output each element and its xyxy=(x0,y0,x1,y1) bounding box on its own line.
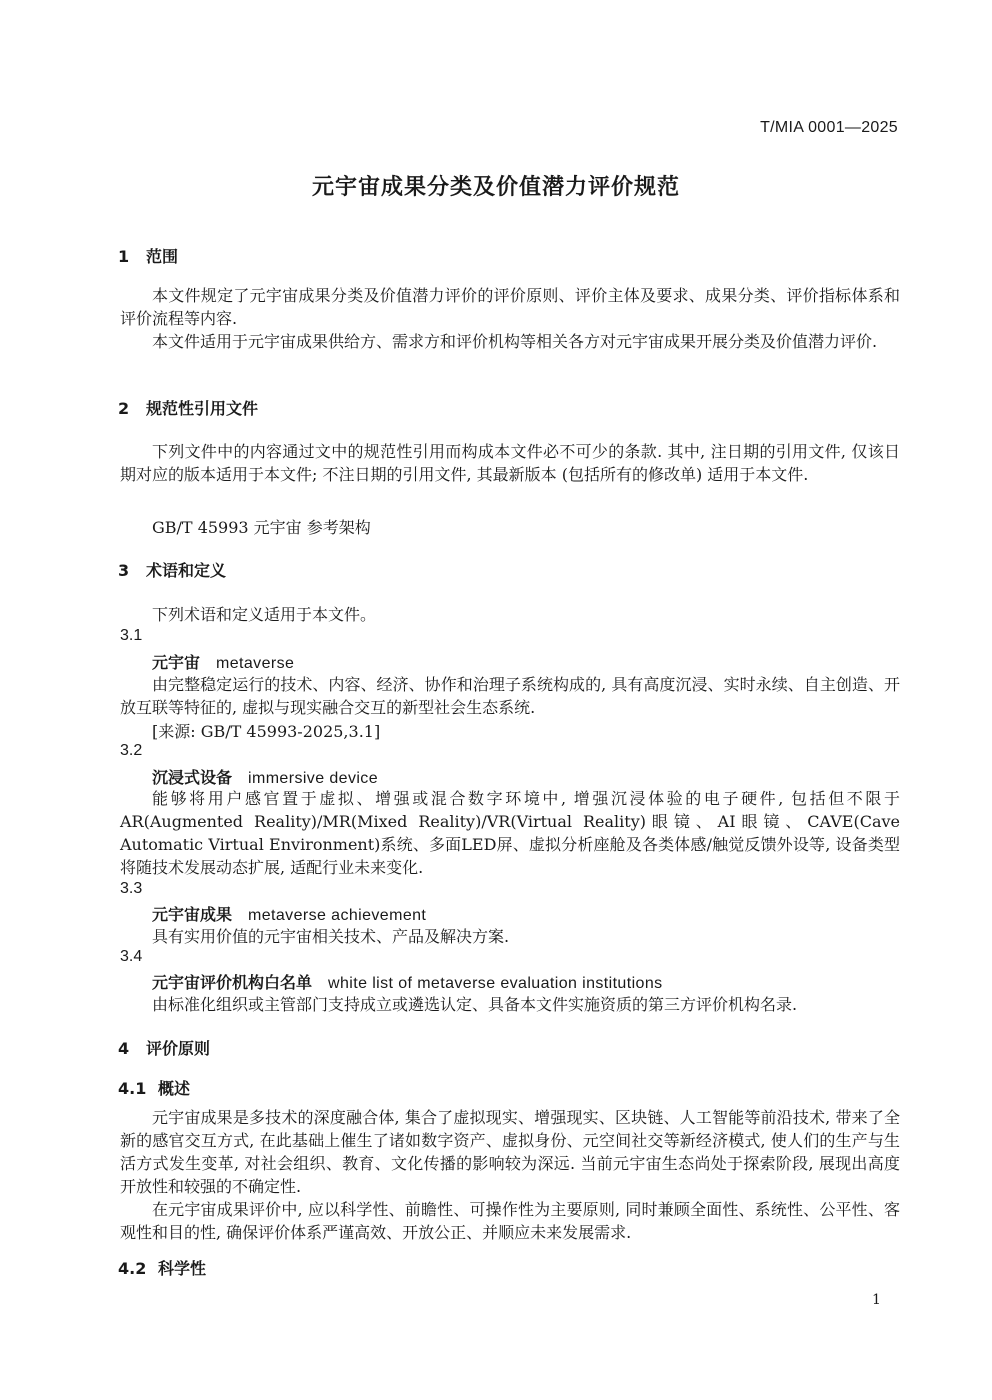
section-title: 规范性引用文件 xyxy=(146,399,259,418)
subsection-4-1-heading xyxy=(118,1076,190,1099)
section-1-paragraph-2: 本文件适用于元宇宙成果供给方、需求方和评价机构等相关各方对元宇宙成果开展分类及价值潜力评价. xyxy=(152,332,878,351)
section-number: 1 xyxy=(118,247,130,266)
term-definition: 具有实用价值的元宇宙相关技术、产品及解决方案. xyxy=(152,927,510,946)
section-4-heading xyxy=(118,1036,210,1059)
term-zh: 元宇宙评价机构白名单 xyxy=(152,973,313,992)
term-zh: 沉浸式设备 xyxy=(152,768,233,787)
section-title: 范围 xyxy=(146,247,179,266)
term-number: 3.2 xyxy=(120,742,143,759)
term-en: metaverse achievement xyxy=(248,907,427,924)
term-zh: 元宇宙 xyxy=(152,653,201,672)
term-title xyxy=(152,970,663,993)
section-number: 4.1 xyxy=(118,1079,147,1098)
subsection-4-1-paragraph-1: 元宇宙成果是多技术的深度融合体, 集合了虚拟现实、增强现实、区块链、人工智能等前沿技术, 带来了全新的感官交互方式, 在此基础上催生了诸如数字资产、虚拟身份、元空间社交等新经济模式, 使人们的生产与生活方式发生变革, 对社会组织、教育、文化传播的影响较为深远. 当前元宇宙生态尚处于探索阶段, 展现出高度开放性和较强的不确定性. xyxy=(120,1108,900,1196)
section-title: 术语和定义 xyxy=(146,561,227,580)
term-number: 3.1 xyxy=(120,627,143,644)
page-number: 1 xyxy=(872,1292,881,1308)
term-en: immersive device xyxy=(248,770,379,787)
term-title xyxy=(152,765,378,788)
subsection-4-1-paragraph-2: 在元宇宙成果评价中, 应以科学性、前瞻性、可操作性为主要原则, 同时兼顾全面性、系统性、公平性、客观性和目的性, 确保评价体系严谨高效、开放公正、并顺应未来发展需求. xyxy=(120,1200,900,1242)
section-number: 4.2 xyxy=(118,1259,147,1278)
section-number: 2 xyxy=(118,399,130,418)
term-number: 3.3 xyxy=(120,880,143,897)
term-definition: 由完整稳定运行的技术、内容、经济、协作和治理子系统构成的, 具有高度沉浸、实时永续、自主创造、开放互联等特征的, 虚拟与现实融合交互的新型社会生态系统. xyxy=(120,675,900,717)
term-title xyxy=(152,902,426,925)
document-title: 元宇宙成果分类及价值潜力评价规范 xyxy=(311,175,680,200)
term-title xyxy=(152,650,294,673)
section-number: 4 xyxy=(118,1039,130,1058)
section-1-heading xyxy=(118,244,178,267)
normative-reference: GB/T 45993 元宇宙 参考架构 xyxy=(152,518,371,537)
subsection-4-2-heading xyxy=(118,1256,206,1279)
term-definition: 能够将用户感官置于虚拟、增强或混合数字环境中, 增强沉浸体验的电子硬件, 包括但不限于AR(Augmented Reality)/MR(Mixed Reality)/VR(Virtual Reality)眼镜、AI眼镜、CAVE(Cave Automatic Virtual Environment)系统、多面LED屏、虚拟分析座舱及各类体感/触觉反馈外设等, 设备类型将随技术发展动态扩展, 适配行业未来变化. xyxy=(120,789,900,877)
section-number: 3 xyxy=(118,561,130,580)
section-2-heading xyxy=(118,396,258,419)
section-title: 评价原则 xyxy=(146,1039,211,1058)
term-definition: 由标准化组织或主管部门支持成立或遴选认定、具备本文件实施资质的第三方评价机构名录. xyxy=(152,995,798,1014)
term-zh: 元宇宙成果 xyxy=(152,905,233,924)
section-1-paragraph-1: 本文件规定了元宇宙成果分类及价值潜力评价的评价原则、评价主体及要求、成果分类、评价指标体系和评价流程等内容. xyxy=(120,286,900,328)
section-title: 概述 xyxy=(158,1079,191,1098)
term-en: white list of metaverse evaluation institutions xyxy=(328,975,663,992)
section-2-paragraph-1: 下列文件中的内容通过文中的规范性引用而构成本文件必不可少的条款. 其中, 注日期的引用文件, 仅该日期对应的版本适用于本文件; 不注日期的引用文件, 其最新版本 (包括所有的修改单) 适用于本文件. xyxy=(120,442,900,484)
section-3-intro: 下列术语和定义适用于本文件。 xyxy=(152,605,377,624)
term-number: 3.4 xyxy=(120,948,143,965)
term-en: metaverse xyxy=(216,655,295,672)
section-title: 科学性 xyxy=(158,1259,207,1278)
term-source: [来源: GB/T 45993-2025,3.1] xyxy=(152,722,381,741)
section-3-heading xyxy=(118,558,226,581)
document-code: T/MIA 0001—2025 xyxy=(760,119,898,136)
